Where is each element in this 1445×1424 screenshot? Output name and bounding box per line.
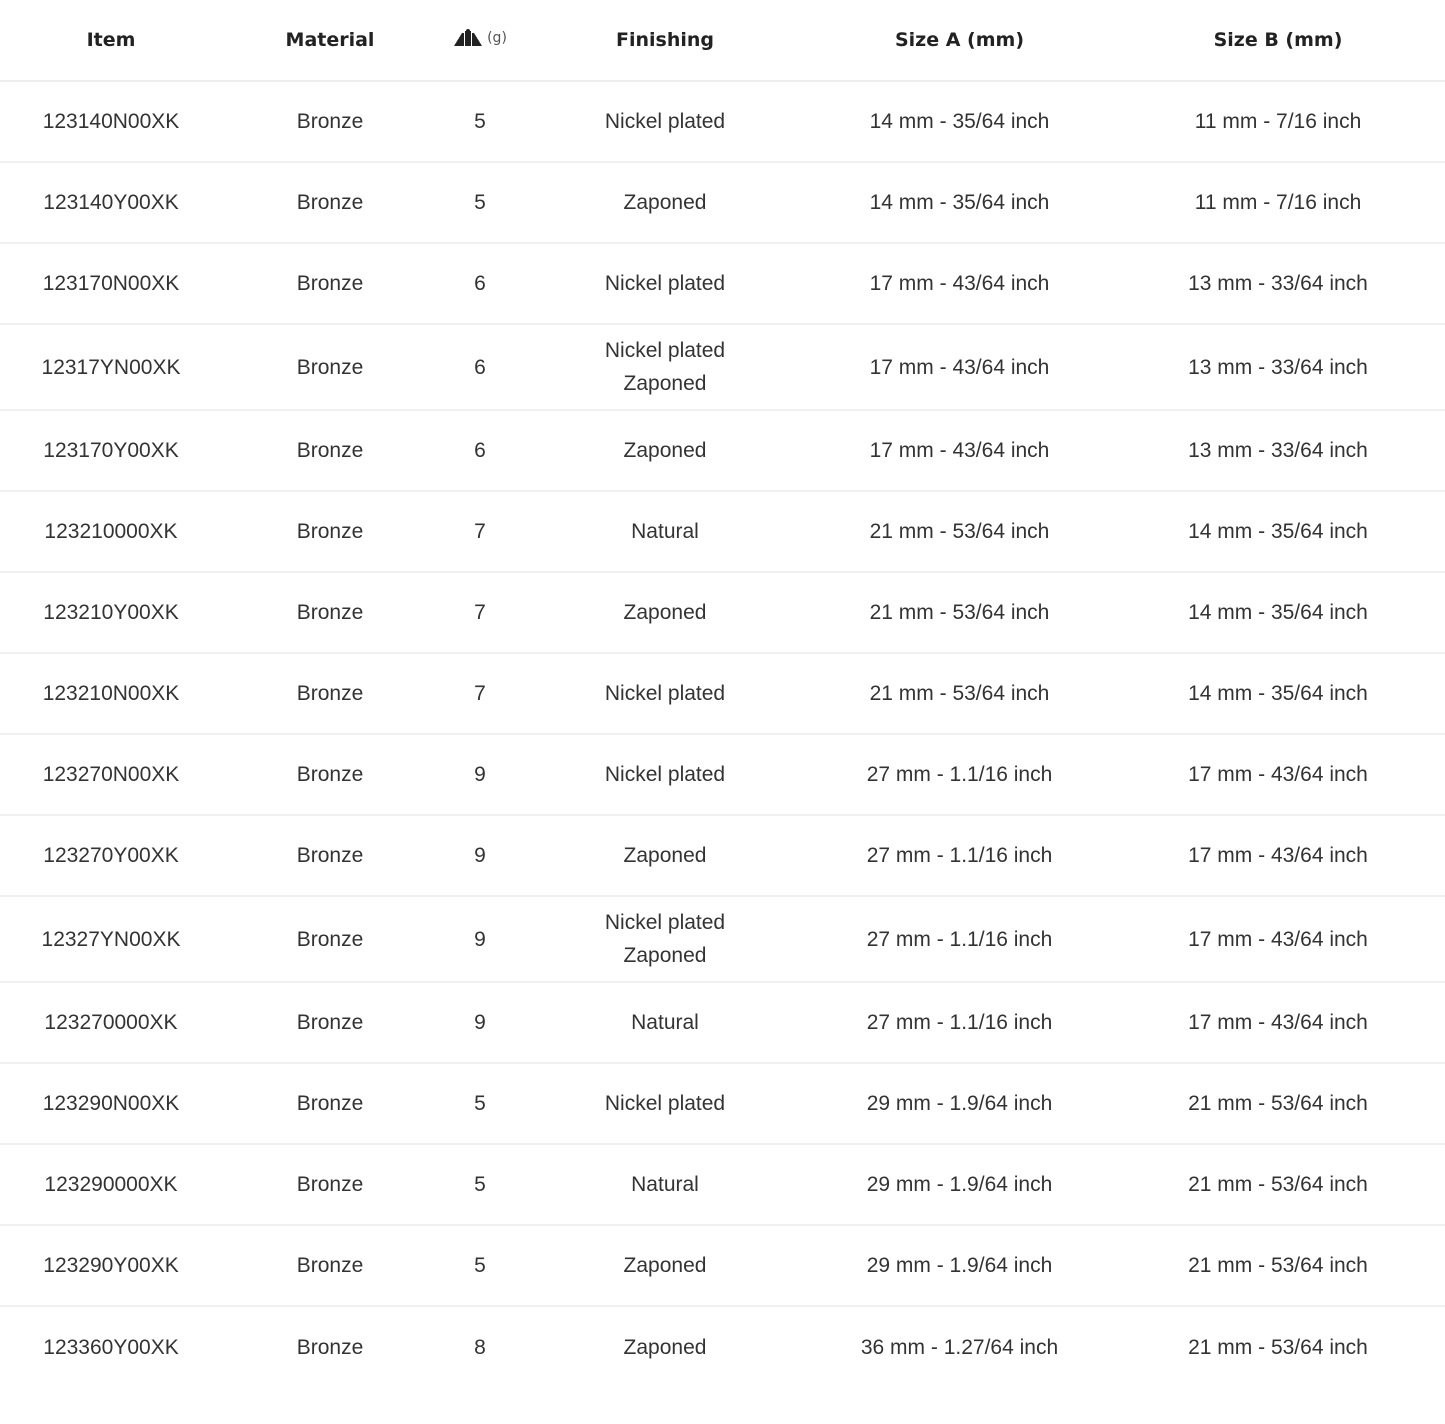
cell-weight: 5 — [438, 1144, 522, 1225]
header-size-a: Size A (mm) — [808, 0, 1111, 81]
cell-weight: 9 — [438, 982, 522, 1063]
finishing-line: Natural — [631, 1011, 699, 1034]
cell-size-b: 14 mm - 35/64 inch — [1111, 572, 1445, 653]
cell-weight: 7 — [438, 572, 522, 653]
cell-size-a: 29 mm - 1.9/64 inch — [808, 1144, 1111, 1225]
table-row — [0, 896, 1445, 982]
cell-material: Bronze — [222, 572, 438, 653]
finishing-line: Nickel plated — [604, 339, 726, 362]
cell-material: Bronze — [222, 1225, 438, 1306]
cell-weight: 5 — [438, 1225, 522, 1306]
table-row — [0, 653, 1445, 734]
table-header — [0, 0, 1445, 81]
cell-size-b: 17 mm - 43/64 inch — [1111, 896, 1445, 982]
cell-size-b: 21 mm - 53/64 inch — [1111, 1225, 1445, 1306]
table-row — [0, 982, 1445, 1063]
weight-header-group — [453, 29, 507, 47]
cell-item: 123140N00XK — [0, 81, 222, 162]
table-row — [0, 1063, 1445, 1144]
finishing-line: Nickel plated — [604, 682, 726, 705]
finishing-line: Natural — [631, 1173, 699, 1196]
cell-weight: 9 — [438, 815, 522, 896]
cell-size-a: 27 mm - 1.1/16 inch — [808, 734, 1111, 815]
cell-weight: 8 — [474, 1335, 486, 1359]
cell-finishing — [522, 653, 808, 734]
cell-size-b: 11 mm - 7/16 inch — [1111, 162, 1445, 243]
finishing-line: Natural — [631, 520, 699, 543]
cell-item: 123210000XK — [0, 491, 222, 572]
cell-finishing — [522, 81, 808, 162]
finishing-line: Nickel plated — [604, 911, 726, 934]
table-row — [0, 491, 1445, 572]
header-finishing: Finishing — [522, 0, 808, 81]
cell-item: 123290Y00XK — [0, 1225, 222, 1306]
cell-size-a: 17 mm - 43/64 inch — [808, 410, 1111, 491]
cell-size-b: 17 mm - 43/64 inch — [1111, 982, 1445, 1063]
table-row — [0, 1306, 1445, 1387]
cell-item: 123290000XK — [0, 1144, 222, 1225]
header-row — [0, 0, 1445, 81]
cell-weight: 7 — [438, 491, 522, 572]
cell-size-b: 13 mm - 33/64 inch — [1111, 410, 1445, 491]
cell-item: 123140Y00XK — [0, 162, 222, 243]
cell-size-a: 27 mm - 1.1/16 inch — [808, 815, 1111, 896]
cell-material: Bronze — [222, 81, 438, 162]
cell-weight: 6 — [438, 410, 522, 491]
cell-weight: 6 — [438, 324, 522, 410]
cell-finishing — [522, 1225, 808, 1306]
table-row — [0, 162, 1445, 243]
finishing-line: Zaponed — [623, 1254, 707, 1277]
cell-material: Bronze — [296, 1335, 364, 1359]
cell-finishing — [522, 324, 808, 410]
cell-size-b: 17 mm - 43/64 inch — [1111, 734, 1445, 815]
cell-size-a: 36 mm - 1.27/64 inch — [860, 1335, 1059, 1359]
cell-finishing — [522, 572, 808, 653]
table-row — [0, 815, 1445, 896]
cell-material: Bronze — [222, 243, 438, 324]
table-row — [0, 1144, 1445, 1225]
cell-finishing — [522, 896, 808, 982]
cell-finishing — [522, 1063, 808, 1144]
cell-finishing — [522, 491, 808, 572]
cell-size-a: 29 mm - 1.9/64 inch — [808, 1063, 1111, 1144]
cell-size-b: 14 mm - 35/64 inch — [1111, 491, 1445, 572]
table-row — [0, 324, 1445, 410]
cell-material: Bronze — [222, 815, 438, 896]
cell-material: Bronze — [222, 410, 438, 491]
table-row — [0, 81, 1445, 162]
cell-material: Bronze — [222, 734, 438, 815]
cell-item: 123270000XK — [0, 982, 222, 1063]
cell-weight: 5 — [438, 162, 522, 243]
cell-weight: 5 — [438, 1063, 522, 1144]
cell-size-a: 17 mm - 43/64 inch — [808, 324, 1111, 410]
cell-finishing — [522, 243, 808, 324]
cell-size-a: 14 mm - 35/64 inch — [808, 162, 1111, 243]
table-body — [0, 81, 1445, 1387]
cell-size-b: 17 mm - 43/64 inch — [1111, 815, 1445, 896]
finishing-line: Nickel plated — [604, 272, 726, 295]
cell-item: 123290N00XK — [0, 1063, 222, 1144]
header-item: Item — [0, 0, 222, 81]
finishing-line: Zaponed — [623, 191, 707, 214]
finishing-line: Zaponed — [623, 1335, 707, 1359]
cell-material: Bronze — [222, 162, 438, 243]
cell-size-a: 21 mm - 53/64 inch — [808, 653, 1111, 734]
cell-item: 123210Y00XK — [0, 572, 222, 653]
finishing-line: Zaponed — [623, 439, 707, 462]
cell-item: 123360Y00XK — [43, 1335, 179, 1359]
cell-material: Bronze — [222, 491, 438, 572]
cell-weight: 7 — [438, 653, 522, 734]
cell-item: 123170Y00XK — [0, 410, 222, 491]
cell-weight: 5 — [438, 81, 522, 162]
table-row — [0, 572, 1445, 653]
cell-item: 123270Y00XK — [0, 815, 222, 896]
cell-size-a: 27 mm - 1.1/16 inch — [808, 982, 1111, 1063]
cell-finishing — [522, 1306, 808, 1387]
cell-finishing — [522, 734, 808, 815]
cell-size-a: 17 mm - 43/64 inch — [808, 243, 1111, 324]
header-material: Material — [222, 0, 438, 81]
cell-material: Bronze — [222, 653, 438, 734]
cell-size-b: 13 mm - 33/64 inch — [1111, 324, 1445, 410]
cell-finishing — [522, 162, 808, 243]
cell-item: 123210N00XK — [0, 653, 222, 734]
cell-material: Bronze — [222, 324, 438, 410]
cell-size-a: 21 mm - 53/64 inch — [808, 572, 1111, 653]
cell-size-a: 29 mm - 1.9/64 inch — [808, 1225, 1111, 1306]
finishing-line: Zaponed — [623, 844, 707, 867]
cell-item: 12327YN00XK — [0, 896, 222, 982]
finishing-line: Zaponed — [623, 944, 707, 967]
cell-size-a: 21 mm - 53/64 inch — [808, 491, 1111, 572]
finishing-line: Nickel plated — [604, 1092, 726, 1115]
table-row — [0, 243, 1445, 324]
cell-material: Bronze — [222, 896, 438, 982]
cell-item: 123170N00XK — [0, 243, 222, 324]
cell-finishing — [522, 1144, 808, 1225]
cell-size-b: 11 mm - 7/16 inch — [1111, 81, 1445, 162]
cell-size-b: 21 mm - 53/64 inch — [1111, 1063, 1445, 1144]
finishing-line: Nickel plated — [604, 763, 726, 786]
cell-size-b: 21 mm - 53/64 inch — [1188, 1335, 1368, 1359]
cell-weight: 9 — [438, 734, 522, 815]
cell-size-a: 14 mm - 35/64 inch — [808, 81, 1111, 162]
cell-material: Bronze — [222, 1063, 438, 1144]
table-row — [0, 410, 1445, 491]
header-weight — [438, 0, 522, 81]
cell-material: Bronze — [222, 1144, 438, 1225]
finishing-line: Zaponed — [623, 601, 707, 624]
cell-weight: 6 — [438, 243, 522, 324]
table-row — [0, 734, 1445, 815]
cell-material: Bronze — [222, 982, 438, 1063]
weight-unit-label: (g) — [487, 29, 507, 46]
cell-finishing — [522, 815, 808, 896]
header-size-b: Size B (mm) — [1111, 0, 1445, 81]
cell-finishing — [522, 410, 808, 491]
table-row — [0, 1225, 1445, 1306]
cell-size-b: 13 mm - 33/64 inch — [1111, 243, 1445, 324]
cell-size-a: 27 mm - 1.1/16 inch — [808, 896, 1111, 982]
cell-finishing — [522, 982, 808, 1063]
cell-size-b: 14 mm - 35/64 inch — [1111, 653, 1445, 734]
finishing-line: Zaponed — [623, 372, 707, 395]
cell-weight: 9 — [438, 896, 522, 982]
weight-icon — [453, 29, 483, 47]
cell-item: 123270N00XK — [0, 734, 222, 815]
cell-item: 12317YN00XK — [0, 324, 222, 410]
cell-size-b: 21 mm - 53/64 inch — [1111, 1144, 1445, 1225]
finishing-line: Nickel plated — [604, 110, 726, 133]
